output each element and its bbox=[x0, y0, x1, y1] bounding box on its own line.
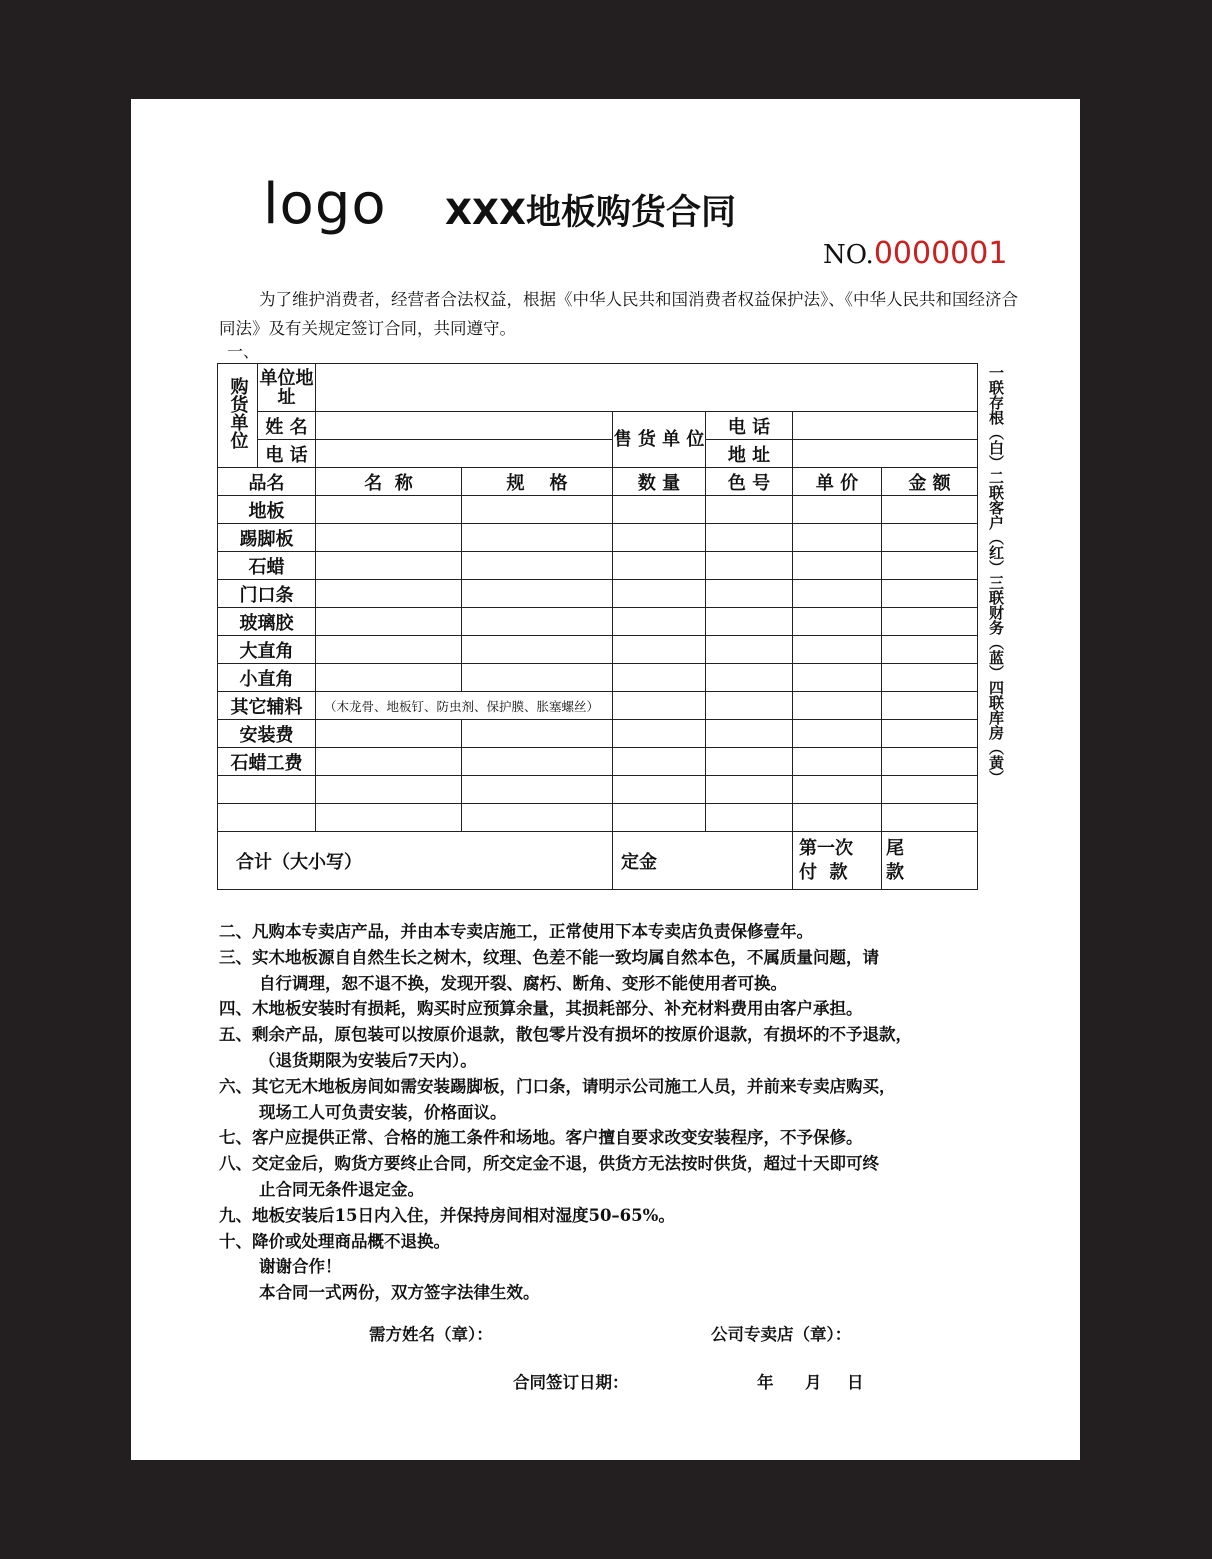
seller-phone-label: 电 话 bbox=[706, 412, 793, 440]
item-amount-field[interactable] bbox=[882, 580, 978, 608]
item-color-field[interactable] bbox=[706, 692, 793, 720]
item-spec-field[interactable] bbox=[462, 636, 613, 664]
term-line: 二、凡购本专卖店产品，并由本专卖店施工，正常使用下本专卖店负责保修壹年。 bbox=[219, 922, 813, 941]
item-color-field[interactable] bbox=[706, 748, 793, 776]
item-spec-field[interactable] bbox=[462, 804, 613, 832]
item-color-field[interactable] bbox=[706, 776, 793, 804]
item-quantity-field[interactable] bbox=[613, 524, 706, 552]
term-line: 现场工人可负责安装，价格面议。 bbox=[259, 1102, 507, 1122]
item-name-field[interactable] bbox=[316, 524, 462, 552]
item-unit-price-field[interactable] bbox=[793, 552, 882, 580]
item-rows bbox=[218, 496, 978, 832]
contract-paper bbox=[131, 99, 1080, 1460]
item-quantity-field[interactable] bbox=[613, 496, 706, 524]
term-line: 四、木地板安装时有损耗，购买时应预算余量，其损耗部分、补充材料费用由客户承担。 bbox=[219, 999, 863, 1019]
date-year: 年 bbox=[757, 1373, 774, 1392]
date-month: 月 bbox=[805, 1373, 822, 1392]
term-line: 九、地板安装后15日内入住，并保持房间相对湿度50–65%。 bbox=[219, 1205, 675, 1225]
buyer-unit-label bbox=[218, 364, 258, 468]
header-quantity: 数 量 bbox=[613, 468, 706, 496]
item-quantity-field[interactable] bbox=[613, 692, 706, 720]
term-line: 三、实木地板源自自然生长之树木，纹理、色差不能一致均属自然本色，不属质量问题，请 bbox=[219, 947, 879, 967]
item-color-field[interactable] bbox=[706, 804, 793, 832]
buyer-phone-field[interactable] bbox=[316, 440, 613, 468]
table-row bbox=[218, 748, 978, 776]
item-quantity-field[interactable] bbox=[613, 580, 706, 608]
intro-paragraph: 为了维护消费者，经营者合法权益，根据《中华人民共和国消费者权益保护法》、《中华人民共和国经济合同法》及有关规定签订合同，共同遵守。 bbox=[219, 290, 1018, 338]
table-row bbox=[218, 804, 978, 832]
item-spec-field[interactable] bbox=[462, 776, 613, 804]
item-name: 石蜡工费 bbox=[218, 748, 316, 776]
item-spec-field[interactable] bbox=[462, 608, 613, 636]
buyer-unit-text: 购货单位 bbox=[227, 377, 249, 449]
item-color-field[interactable] bbox=[706, 636, 793, 664]
deposit-label: 定金 bbox=[613, 832, 793, 890]
buyer-name-label: 姓 名 bbox=[258, 412, 316, 440]
item-unit-price-field[interactable] bbox=[793, 636, 882, 664]
item-name-field[interactable] bbox=[316, 776, 462, 804]
table-row bbox=[218, 692, 978, 720]
item-spec-field[interactable] bbox=[462, 664, 613, 692]
contract-title: XXX地板购货合同 bbox=[445, 193, 736, 233]
term-line: 十、降价或处理商品概不退换。 bbox=[219, 1231, 450, 1251]
item-unit-price-field[interactable] bbox=[793, 608, 882, 636]
item-spec-field[interactable] bbox=[462, 748, 613, 776]
item-name-field[interactable] bbox=[316, 636, 462, 664]
total-row bbox=[218, 832, 978, 890]
item-unit-price-field[interactable] bbox=[793, 692, 882, 720]
date-label: 合同签订日期： bbox=[513, 1373, 629, 1392]
item-spec-field[interactable] bbox=[462, 580, 613, 608]
item-name-field[interactable] bbox=[316, 804, 462, 832]
terms-list bbox=[219, 919, 1049, 1306]
contract-number-prefix: NO. bbox=[823, 240, 874, 270]
item-spec-field[interactable] bbox=[462, 524, 613, 552]
section-one-label: 一、 bbox=[227, 342, 260, 361]
item-unit-price-field[interactable] bbox=[793, 804, 882, 832]
term-line: 止合同无条件退定金。 bbox=[259, 1179, 424, 1199]
item-amount-field[interactable] bbox=[882, 496, 978, 524]
header-name: 名 称 bbox=[316, 468, 462, 496]
copy-distribution-note: 一联存根（白）二联客户（红）三联财务（蓝）四联库房（黄） bbox=[987, 365, 1005, 785]
order-table bbox=[217, 363, 978, 890]
contract-number-value: 0000001 bbox=[873, 236, 1008, 271]
item-unit-price-field[interactable] bbox=[793, 664, 882, 692]
item-quantity-field[interactable] bbox=[613, 804, 706, 832]
item-color-field[interactable] bbox=[706, 664, 793, 692]
header-unit-price: 单 价 bbox=[793, 468, 882, 496]
item-name: 玻璃胶 bbox=[218, 608, 316, 636]
table-row bbox=[218, 524, 978, 552]
item-name-field[interactable] bbox=[316, 748, 462, 776]
table-row bbox=[218, 664, 978, 692]
item-amount-field[interactable] bbox=[882, 748, 978, 776]
item-name: 小直角 bbox=[218, 664, 316, 692]
item-note: （木龙骨、地板钉、防虫剂、保护膜、胀塞螺丝） bbox=[316, 692, 613, 720]
item-quantity-field[interactable] bbox=[613, 608, 706, 636]
item-name bbox=[218, 804, 316, 832]
item-name-field[interactable] bbox=[316, 608, 462, 636]
item-name: 大直角 bbox=[218, 636, 316, 664]
item-amount-field[interactable] bbox=[882, 776, 978, 804]
header-product: 品名 bbox=[218, 468, 316, 496]
item-unit-price-field[interactable] bbox=[793, 720, 882, 748]
buyer-name-field[interactable] bbox=[316, 412, 613, 440]
buyer-phone-label: 电 话 bbox=[258, 440, 316, 468]
term-line: 五、剩余产品，原包装可以按原价退款，散包零片没有损坏的按原价退款，有损坏的不予退款， bbox=[219, 1025, 912, 1045]
item-quantity-field[interactable] bbox=[613, 748, 706, 776]
item-name: 石蜡 bbox=[218, 552, 316, 580]
item-unit-price-field[interactable] bbox=[793, 580, 882, 608]
table-row bbox=[218, 636, 978, 664]
item-name: 地板 bbox=[218, 496, 316, 524]
first-payment-label: 第一次 付 款 bbox=[793, 832, 882, 890]
table-row bbox=[218, 608, 978, 636]
item-name: 安装费 bbox=[218, 720, 316, 748]
table-row bbox=[218, 552, 978, 580]
term-line: 谢谢合作！ bbox=[259, 1257, 342, 1277]
header-color: 色 号 bbox=[706, 468, 793, 496]
item-amount-field[interactable] bbox=[882, 552, 978, 580]
item-name-field[interactable] bbox=[316, 720, 462, 748]
table-row bbox=[218, 496, 978, 524]
contract-number bbox=[823, 236, 1008, 271]
table-row bbox=[218, 776, 978, 804]
table-row bbox=[218, 720, 978, 748]
item-amount-field[interactable] bbox=[882, 636, 978, 664]
item-spec-field[interactable] bbox=[462, 496, 613, 524]
item-quantity-field[interactable] bbox=[613, 636, 706, 664]
item-name bbox=[218, 776, 316, 804]
item-name-field[interactable] bbox=[316, 580, 462, 608]
item-name-field[interactable] bbox=[316, 552, 462, 580]
item-amount-field[interactable] bbox=[882, 720, 978, 748]
buyer-signature-label: 需方姓名（章）： bbox=[369, 1325, 493, 1344]
item-unit-price-field[interactable] bbox=[793, 524, 882, 552]
item-color-field[interactable] bbox=[706, 524, 793, 552]
item-color-field[interactable] bbox=[706, 720, 793, 748]
buyer-unit-address-label: 单位地址 bbox=[258, 364, 316, 412]
item-name: 其它辅料 bbox=[218, 692, 316, 720]
header-amount: 金 额 bbox=[882, 468, 978, 496]
item-name: 门口条 bbox=[218, 580, 316, 608]
term-line: 六、其它无木地板房间如需安装踢脚板，门口条，请明示公司施工人员，并前来专卖店购买， bbox=[219, 1076, 896, 1096]
item-color-field[interactable] bbox=[706, 580, 793, 608]
item-unit-price-field[interactable] bbox=[793, 776, 882, 804]
table-header-row bbox=[218, 468, 978, 496]
total-label: 合计（大小写） bbox=[218, 832, 613, 890]
balance-label: 尾 款 bbox=[882, 832, 978, 890]
item-color-field[interactable] bbox=[706, 552, 793, 580]
seller-address-field[interactable] bbox=[793, 440, 978, 468]
term-line: （退货期限为安装后7天内）。 bbox=[259, 1050, 477, 1070]
item-color-field[interactable] bbox=[706, 608, 793, 636]
buyer-unit-address-field[interactable] bbox=[316, 364, 978, 412]
item-amount-field[interactable] bbox=[882, 608, 978, 636]
item-name-field[interactable] bbox=[316, 664, 462, 692]
date-day: 日 bbox=[847, 1373, 864, 1392]
item-quantity-field[interactable] bbox=[613, 720, 706, 748]
term-line: 本合同一式两份，双方签字法律生效。 bbox=[259, 1283, 540, 1303]
item-spec-field[interactable] bbox=[462, 552, 613, 580]
table-row bbox=[218, 580, 978, 608]
item-amount-field[interactable] bbox=[882, 692, 978, 720]
item-unit-price-field[interactable] bbox=[793, 748, 882, 776]
company-signature-label: 公司专卖店（章）： bbox=[711, 1325, 852, 1344]
term-line: 自行调理，恕不退不换，发现开裂、腐朽、断角、变形不能使用者可换。 bbox=[259, 973, 787, 993]
item-amount-field[interactable] bbox=[882, 524, 978, 552]
term-line: 八、交定金后，购货方要终止合同，所交定金不退，供货方无法按时供货，超过十天即可终 bbox=[219, 1154, 879, 1174]
seller-phone-field[interactable] bbox=[793, 412, 978, 440]
item-quantity-field[interactable] bbox=[613, 776, 706, 804]
header-spec: 规 格 bbox=[462, 468, 613, 496]
item-spec-field[interactable] bbox=[462, 720, 613, 748]
item-unit-price-field[interactable] bbox=[793, 496, 882, 524]
item-name-field[interactable] bbox=[316, 496, 462, 524]
item-color-field[interactable] bbox=[706, 496, 793, 524]
item-amount-field[interactable] bbox=[882, 804, 978, 832]
item-amount-field[interactable] bbox=[882, 664, 978, 692]
term-line: 七、客户应提供正常、合格的施工条件和场地。客户擅自要求改变安装程序，不予保修。 bbox=[219, 1128, 863, 1148]
seller-unit-label: 售 货 单 位 bbox=[613, 412, 706, 468]
seller-address-label: 地 址 bbox=[706, 440, 793, 468]
item-quantity-field[interactable] bbox=[613, 552, 706, 580]
logo: logo bbox=[263, 172, 387, 237]
item-quantity-field[interactable] bbox=[613, 664, 706, 692]
item-name: 踢脚板 bbox=[218, 524, 316, 552]
